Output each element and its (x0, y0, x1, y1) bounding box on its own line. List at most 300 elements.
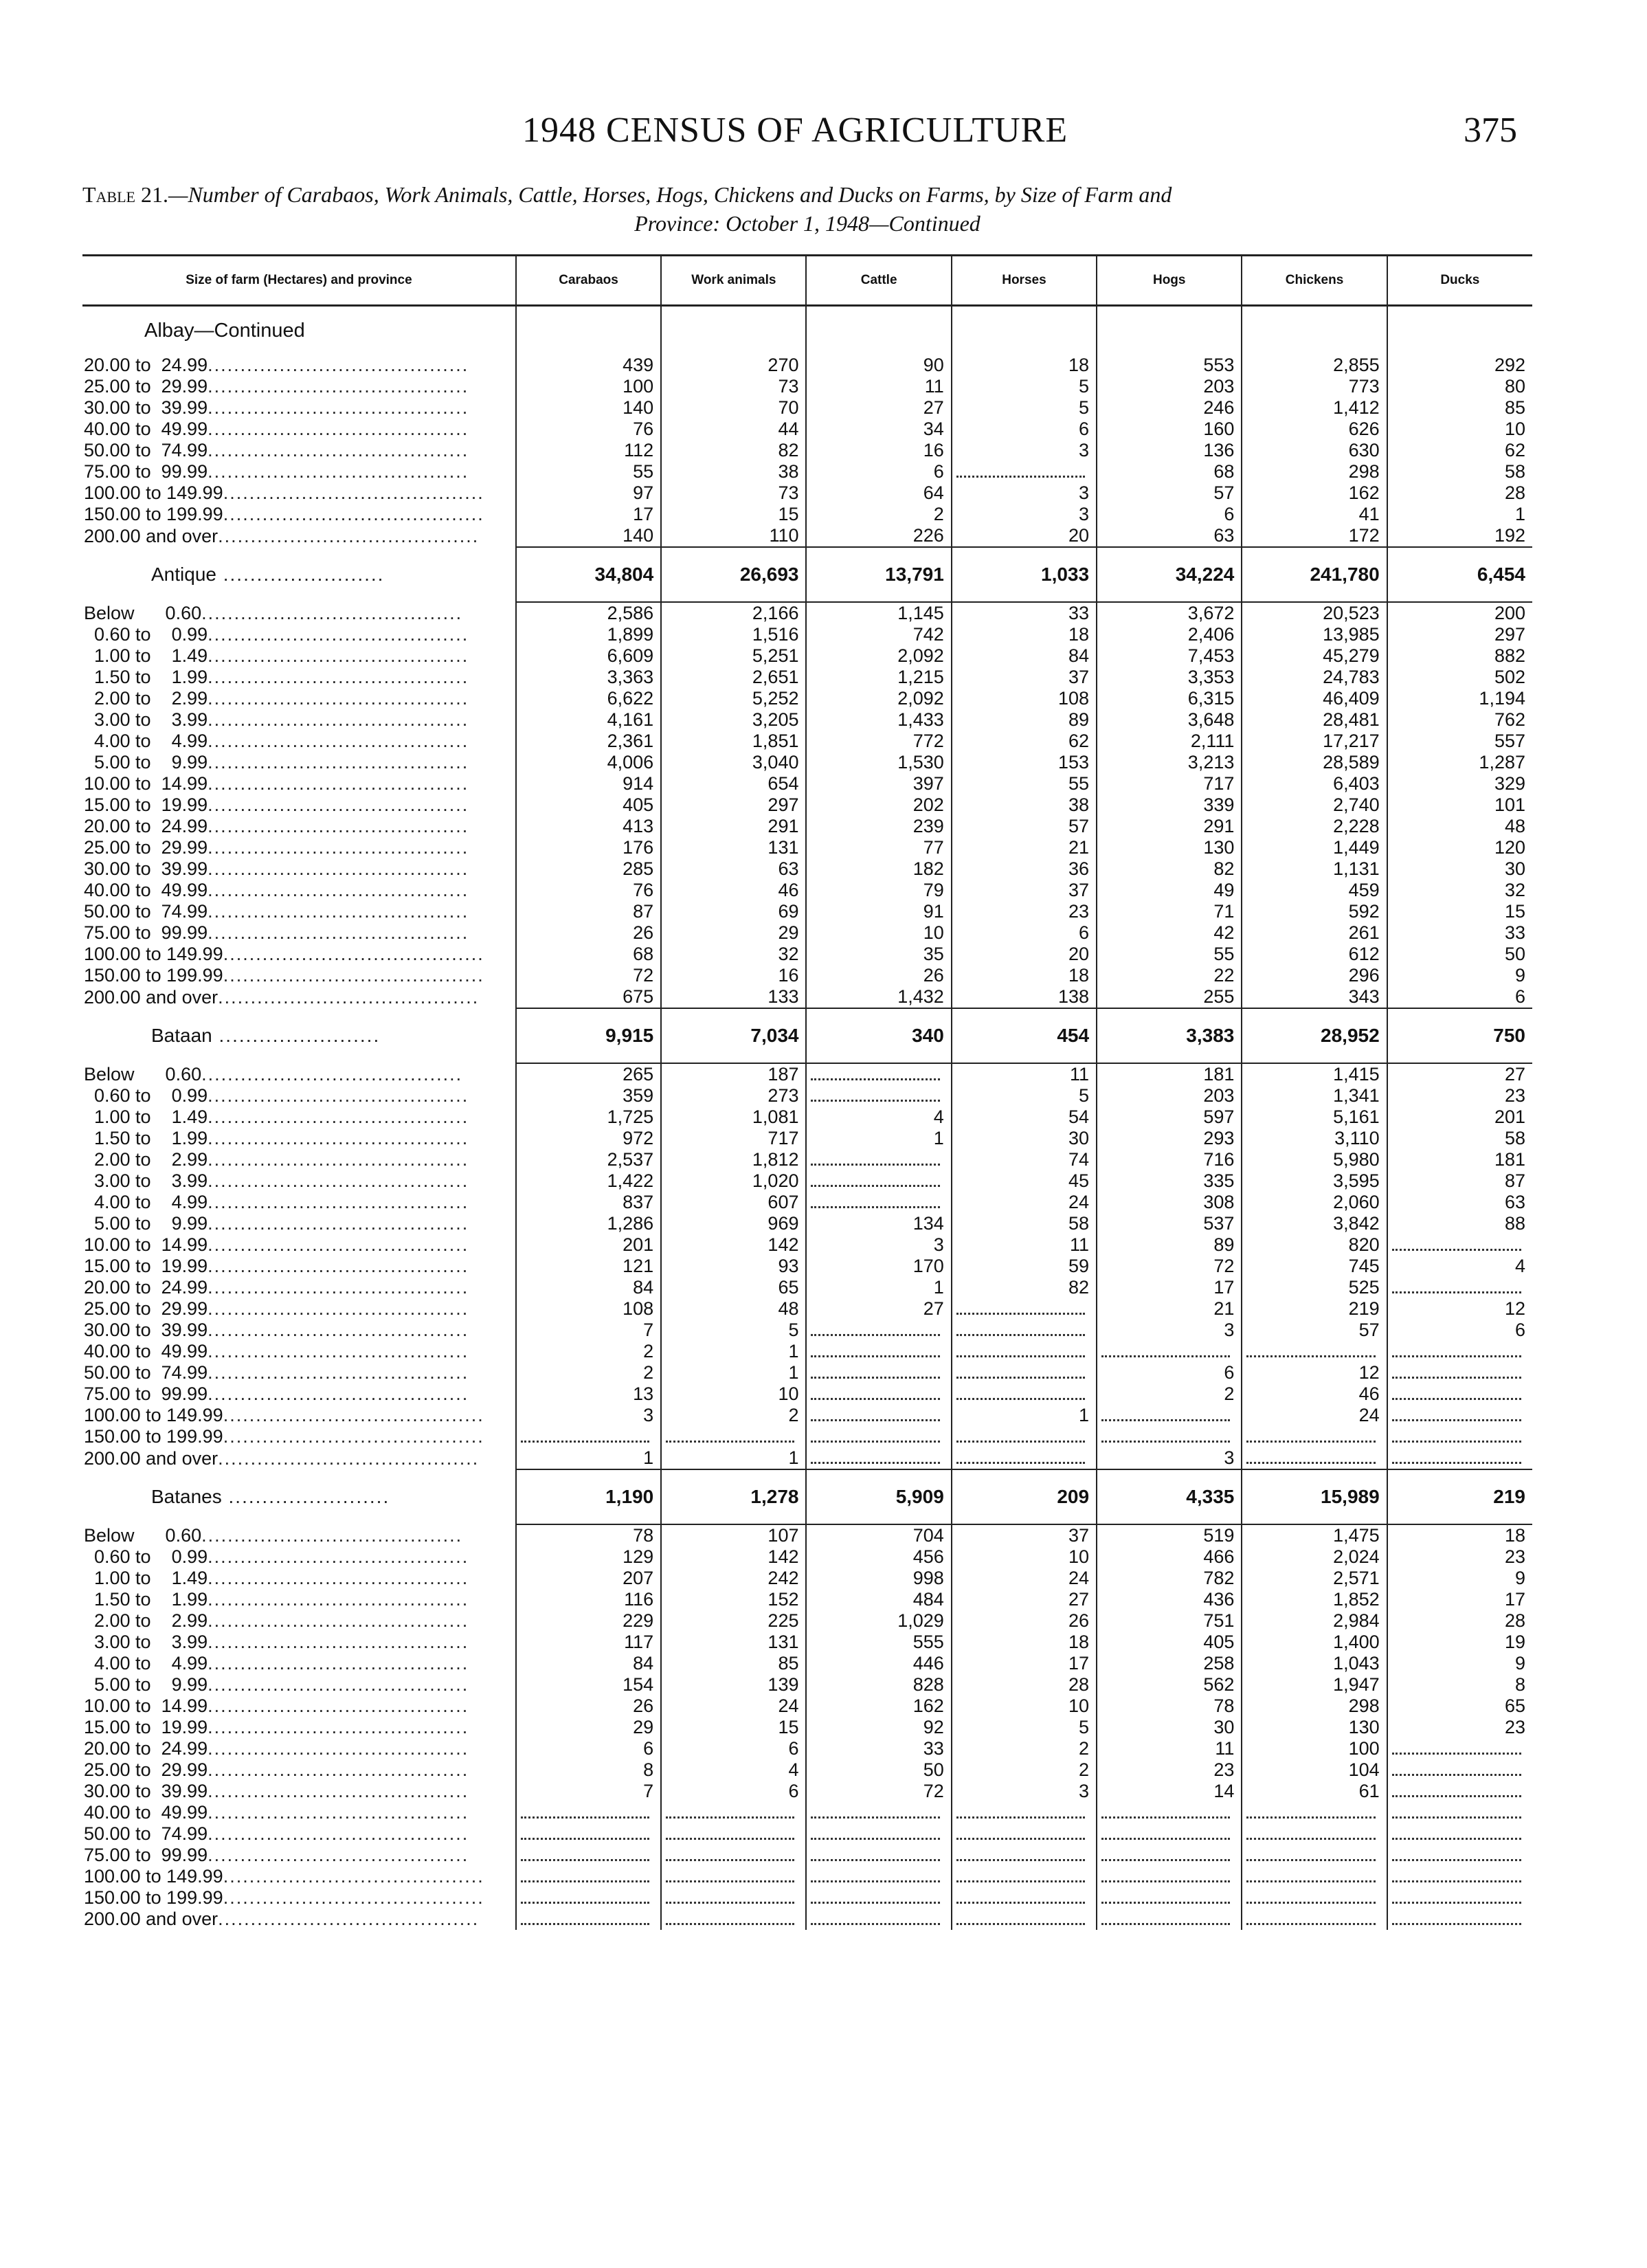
size-class-label (82, 837, 516, 858)
cell-ducks (1387, 1802, 1532, 1823)
cell-hogs (1097, 1823, 1242, 1845)
leader-dots: ........................................ (208, 1234, 469, 1255)
cell-horses: 20 (952, 944, 1097, 965)
total-chickens: 241,780 (1242, 547, 1387, 602)
table-row (82, 731, 1532, 752)
cell-cattle: 162 (806, 1696, 951, 1717)
size-class-text: 5.00 to 9.99 (84, 1674, 208, 1695)
dash-leader (1101, 1410, 1230, 1421)
cell-work-animals: 15 (661, 1717, 806, 1738)
dash-leader (1101, 1892, 1230, 1904)
table-body (82, 306, 1532, 1931)
cell-ducks: 762 (1387, 709, 1532, 731)
cell-chickens: 12 (1242, 1362, 1387, 1383)
leader-dots: ........................................ (208, 397, 469, 418)
cell-chickens: 1,475 (1242, 1524, 1387, 1546)
cell-hogs: 14 (1097, 1781, 1242, 1802)
cell-horses: 23 (952, 901, 1097, 922)
blank-cell (952, 306, 1097, 355)
cell-cattle (806, 1192, 951, 1213)
cell-horses (952, 1383, 1097, 1405)
cell-carabaos: 7 (516, 1320, 661, 1341)
cell-hogs: 160 (1097, 419, 1242, 440)
cell-horses: 11 (952, 1063, 1097, 1085)
cell-carabaos: 359 (516, 1085, 661, 1107)
table-row (82, 645, 1532, 667)
size-class-label (82, 1610, 516, 1632)
size-class-text: 3.00 to 3.99 (84, 1170, 208, 1191)
cell-cattle: 34 (806, 419, 951, 440)
cell-cattle: 998 (806, 1568, 951, 1589)
total-carabaos: 9,915 (516, 1008, 661, 1063)
cell-carabaos (516, 1845, 661, 1866)
cell-work-animals: 32 (661, 944, 806, 965)
cell-work-animals: 270 (661, 355, 806, 376)
cell-chickens: 1,947 (1242, 1674, 1387, 1696)
cell-hogs: 308 (1097, 1192, 1242, 1213)
cell-hogs: 6 (1097, 1362, 1242, 1383)
cell-cattle: 3 (806, 1234, 951, 1256)
cell-work-animals: 48 (661, 1298, 806, 1320)
cell-chickens: 5,161 (1242, 1107, 1387, 1128)
cell-horses: 82 (952, 1277, 1097, 1298)
cell-cattle: 484 (806, 1589, 951, 1610)
size-class-text: 3.00 to 3.99 (84, 709, 208, 730)
size-class-text: 75.00 to 99.99 (84, 922, 208, 943)
cell-carabaos: 87 (516, 901, 661, 922)
size-class-text: 50.00 to 74.99 (84, 901, 208, 922)
cell-horses (952, 1887, 1097, 1909)
cell-carabaos: 140 (516, 397, 661, 419)
cell-cattle (806, 1063, 951, 1085)
cell-hogs: 30 (1097, 1717, 1242, 1738)
cell-cattle: 50 (806, 1759, 951, 1781)
leader-dots: ........................................ (208, 1277, 469, 1298)
cell-chickens: 2,740 (1242, 794, 1387, 816)
dash-leader (1246, 1346, 1375, 1357)
size-class-label (82, 482, 516, 504)
cell-cattle: 170 (806, 1256, 951, 1277)
cell-horses (952, 1426, 1097, 1447)
cell-hogs: 17 (1097, 1277, 1242, 1298)
dash-leader (521, 1828, 649, 1840)
cell-work-animals: 969 (661, 1213, 806, 1234)
cell-cattle (806, 1866, 951, 1887)
total-hogs: 4,335 (1097, 1469, 1242, 1524)
cell-hogs: 203 (1097, 1085, 1242, 1107)
leader-dots: ........................................ (208, 837, 469, 858)
cell-carabaos: 140 (516, 525, 661, 547)
dash-leader (1246, 1892, 1375, 1904)
cell-horses: 54 (952, 1107, 1097, 1128)
cell-hogs: 68 (1097, 461, 1242, 482)
table-row (82, 1524, 1532, 1546)
table-row (82, 1759, 1532, 1781)
cell-chickens: 1,400 (1242, 1632, 1387, 1653)
cell-carabaos: 68 (516, 944, 661, 965)
size-class-text: 150.00 to 199.99 (84, 1426, 223, 1447)
cell-hogs: 82 (1097, 858, 1242, 880)
size-class-text: 1.00 to 1.49 (84, 645, 208, 666)
cell-ducks (1387, 1405, 1532, 1426)
cell-ducks (1387, 1426, 1532, 1447)
size-class-text: 75.00 to 99.99 (84, 1845, 208, 1865)
table-row (82, 1610, 1532, 1632)
cell-carabaos: 84 (516, 1653, 661, 1674)
table-row (82, 1107, 1532, 1128)
size-class-text: 15.00 to 19.99 (84, 1717, 208, 1737)
cell-work-animals: 110 (661, 525, 806, 547)
size-class-text: 40.00 to 49.99 (84, 419, 208, 439)
leader-dots: ........................................ (208, 901, 469, 922)
cell-horses: 59 (952, 1256, 1097, 1277)
cell-chickens: 13,985 (1242, 624, 1387, 645)
cell-hogs: 466 (1097, 1546, 1242, 1568)
cell-ducks: 50 (1387, 944, 1532, 965)
cell-work-animals: 44 (661, 419, 806, 440)
table-row (82, 355, 1532, 376)
cell-hogs: 717 (1097, 773, 1242, 794)
size-class-text: 100.00 to 149.99 (84, 944, 223, 964)
cell-hogs: 405 (1097, 1632, 1242, 1653)
cell-cattle: 1,432 (806, 986, 951, 1008)
cell-cattle: 35 (806, 944, 951, 965)
cell-ducks (1387, 1909, 1532, 1930)
table-row (82, 986, 1532, 1008)
cell-ducks: 120 (1387, 837, 1532, 858)
dash-leader (666, 1431, 794, 1443)
cell-ducks: 15 (1387, 901, 1532, 922)
table-row (82, 816, 1532, 837)
size-class-label (82, 1063, 516, 1085)
cell-carabaos (516, 1426, 661, 1447)
size-class-label (82, 1320, 516, 1341)
table-row (82, 1653, 1532, 1674)
cell-hogs: 11 (1097, 1738, 1242, 1759)
cell-hogs: 751 (1097, 1610, 1242, 1632)
leader-dots: ........................................ (208, 419, 469, 439)
cell-horses: 5 (952, 1717, 1097, 1738)
cell-carabaos: 121 (516, 1256, 661, 1277)
cell-chickens (1242, 1909, 1387, 1930)
cell-cattle: 1,215 (806, 667, 951, 688)
size-class-label (82, 752, 516, 773)
cell-chickens: 261 (1242, 922, 1387, 944)
size-class-label (82, 709, 516, 731)
dash-leader (1392, 1828, 1521, 1840)
leader-dots: ........................................ (208, 376, 469, 397)
cell-cattle: 742 (806, 624, 951, 645)
dash-leader (1392, 1764, 1521, 1776)
size-class-label (82, 525, 516, 547)
cell-carabaos: 6,622 (516, 688, 661, 709)
cell-work-animals: 16 (661, 965, 806, 986)
dash-leader (521, 1807, 649, 1819)
size-class-label (82, 1546, 516, 1568)
leader-dots: ........................................ (208, 816, 469, 836)
cell-ducks (1387, 1738, 1532, 1759)
cell-cattle: 10 (806, 922, 951, 944)
size-class-label (82, 440, 516, 461)
size-class-text: 200.00 and over (84, 986, 219, 1008)
cell-ducks (1387, 1447, 1532, 1469)
size-class-label (82, 773, 516, 794)
dash-leader (1392, 1743, 1521, 1755)
cell-carabaos: 1,725 (516, 1107, 661, 1128)
cell-hogs: 7,453 (1097, 645, 1242, 667)
cell-carabaos: 1,286 (516, 1213, 661, 1234)
size-class-label (82, 688, 516, 709)
cell-cattle: 72 (806, 1781, 951, 1802)
size-class-label (82, 1674, 516, 1696)
size-class-text: 40.00 to 49.99 (84, 880, 208, 900)
cell-ducks: 28 (1387, 1610, 1532, 1632)
cell-ducks (1387, 1845, 1532, 1866)
cell-ducks: 6 (1387, 1320, 1532, 1341)
size-class-text: 0.60 to 0.99 (84, 1085, 208, 1106)
dash-leader (1392, 1786, 1521, 1797)
header-row (82, 256, 1532, 306)
col-header-carabaos: Carabaos (516, 256, 661, 306)
cell-horses: 74 (952, 1149, 1097, 1170)
size-class-text: 50.00 to 74.99 (84, 440, 208, 460)
cell-hogs: 2 (1097, 1383, 1242, 1405)
cell-carabaos: 413 (516, 816, 661, 837)
leader-dots: ........................................ (208, 461, 469, 482)
leader-dots: ........................................ (208, 731, 469, 751)
cell-carabaos: 229 (516, 1610, 661, 1632)
cell-hogs: 255 (1097, 986, 1242, 1008)
cell-chickens: 2,228 (1242, 816, 1387, 837)
cell-chickens: 100 (1242, 1738, 1387, 1759)
cell-hogs: 6,315 (1097, 688, 1242, 709)
cell-ducks: 8 (1387, 1674, 1532, 1696)
cell-carabaos (516, 1823, 661, 1845)
table-row (82, 752, 1532, 773)
cell-carabaos: 108 (516, 1298, 661, 1320)
leader-dots: ........................................ (208, 1696, 469, 1716)
cell-hogs: 203 (1097, 376, 1242, 397)
cell-cattle: 91 (806, 901, 951, 922)
cell-horses: 108 (952, 688, 1097, 709)
cell-carabaos: 2,537 (516, 1149, 661, 1170)
leader-dots: ........................................ (208, 1192, 469, 1212)
cell-carabaos: 439 (516, 355, 661, 376)
size-class-label (82, 645, 516, 667)
cell-ducks: 63 (1387, 1192, 1532, 1213)
cell-chickens: 172 (1242, 525, 1387, 547)
cell-horses: 62 (952, 731, 1097, 752)
size-class-text: 1.50 to 1.99 (84, 1128, 208, 1148)
cell-chickens (1242, 1845, 1387, 1866)
cell-hogs: 782 (1097, 1568, 1242, 1589)
total-hogs: 3,383 (1097, 1008, 1242, 1063)
cell-chickens (1242, 1426, 1387, 1447)
cell-work-animals: 2,651 (661, 667, 806, 688)
table-row (82, 944, 1532, 965)
size-class-label (82, 1696, 516, 1717)
cell-horses: 6 (952, 419, 1097, 440)
dash-leader (1101, 1807, 1230, 1819)
cell-carabaos: 4,161 (516, 709, 661, 731)
size-class-label (82, 397, 516, 419)
dash-leader (1101, 1871, 1230, 1882)
size-class-label (82, 1866, 516, 1887)
cell-carabaos: 76 (516, 419, 661, 440)
cell-cattle (806, 1823, 951, 1845)
table-row (82, 1234, 1532, 1256)
cell-work-animals: 1 (661, 1362, 806, 1383)
cell-chickens: 745 (1242, 1256, 1387, 1277)
cell-chickens (1242, 1866, 1387, 1887)
cell-work-animals: 607 (661, 1192, 806, 1213)
size-class-label (82, 816, 516, 837)
dash-leader (811, 1388, 939, 1400)
cell-cattle: 1 (806, 1277, 951, 1298)
blank-cell (1387, 306, 1532, 355)
leader-dots: ........................................ (223, 944, 484, 964)
cell-cattle: 828 (806, 1674, 951, 1696)
dash-leader (811, 1892, 939, 1904)
size-class-text: 100.00 to 149.99 (84, 1866, 223, 1887)
size-class-text: 0.60 to 0.99 (84, 624, 208, 645)
cell-carabaos: 2 (516, 1341, 661, 1362)
table-row (82, 1845, 1532, 1866)
cell-chickens: 45,279 (1242, 645, 1387, 667)
batanes-total-row (82, 1469, 1532, 1524)
table-row (82, 1632, 1532, 1653)
size-class-text: 1.00 to 1.49 (84, 1107, 208, 1127)
total-ducks: 6,454 (1387, 547, 1532, 602)
cell-carabaos: 285 (516, 858, 661, 880)
page-title: 1948 CENSUS OF AGRICULTURE (522, 111, 1068, 150)
cell-chickens: 3,595 (1242, 1170, 1387, 1192)
cell-ducks: 10 (1387, 419, 1532, 440)
cell-ducks: 6 (1387, 986, 1532, 1008)
size-class-text: 20.00 to 24.99 (84, 816, 208, 836)
leader-dots: ........................................ (208, 624, 469, 645)
table-row (82, 1802, 1532, 1823)
census-table (82, 254, 1532, 1930)
cell-hogs: 3,672 (1097, 602, 1242, 624)
cell-ducks: 23 (1387, 1085, 1532, 1107)
cell-cattle: 134 (806, 1213, 951, 1234)
dash-leader (811, 1807, 939, 1819)
dash-leader (1392, 1388, 1521, 1400)
cell-hogs: 519 (1097, 1524, 1242, 1546)
total-cattle: 5,909 (806, 1469, 951, 1524)
size-class-label (82, 731, 516, 752)
size-class-label (82, 1887, 516, 1909)
leader-dots: ........................................ (223, 965, 484, 986)
blank-cell (516, 306, 661, 355)
leader-dots: ........................................ (208, 1362, 469, 1383)
cell-work-animals: 131 (661, 837, 806, 858)
cell-carabaos: 6 (516, 1738, 661, 1759)
cell-cattle: 2,092 (806, 645, 951, 667)
cell-horses: 17 (952, 1653, 1097, 1674)
cell-horses: 37 (952, 880, 1097, 901)
cell-hogs: 55 (1097, 944, 1242, 965)
bataan-total-row (82, 1008, 1532, 1063)
dash-leader (956, 1431, 1085, 1443)
leader-dots: ........................................ (208, 794, 469, 815)
dash-leader (1101, 1828, 1230, 1840)
caption-line-2: Province: October 1, 1948—Continued (634, 211, 981, 236)
dash-leader (956, 1849, 1085, 1861)
cell-carabaos (516, 1802, 661, 1823)
cell-hogs: 258 (1097, 1653, 1242, 1674)
cell-hogs: 22 (1097, 965, 1242, 986)
cell-chickens: 1,852 (1242, 1589, 1387, 1610)
cell-cattle: 397 (806, 773, 951, 794)
dash-leader (956, 1346, 1085, 1357)
dash-leader (1246, 1871, 1375, 1882)
cell-carabaos: 116 (516, 1589, 661, 1610)
dash-leader (956, 1807, 1085, 1819)
cell-work-animals: 6 (661, 1738, 806, 1759)
size-class-label (82, 880, 516, 901)
leader-dots: ........................................ (208, 355, 469, 375)
cell-hogs: 553 (1097, 355, 1242, 376)
cell-hogs: 71 (1097, 901, 1242, 922)
size-class-label (82, 1277, 516, 1298)
cell-horses (952, 1362, 1097, 1383)
cell-work-animals: 187 (661, 1063, 806, 1085)
total-cattle: 340 (806, 1008, 951, 1063)
leader-dots: ........................................ (208, 1674, 469, 1695)
cell-ducks: 33 (1387, 922, 1532, 944)
cell-carabaos: 2 (516, 1362, 661, 1383)
table-row (82, 1568, 1532, 1589)
cell-chickens: 820 (1242, 1234, 1387, 1256)
cell-work-animals: 1,851 (661, 731, 806, 752)
size-class-label (82, 1447, 516, 1469)
caption-lead: Table 21. (82, 182, 168, 207)
size-class-text: 25.00 to 29.99 (84, 837, 208, 858)
cell-chickens: 1,131 (1242, 858, 1387, 880)
dash-leader (666, 1807, 794, 1819)
cell-chickens: 2,024 (1242, 1546, 1387, 1568)
cell-ducks (1387, 1781, 1532, 1802)
cell-work-animals (661, 1802, 806, 1823)
cell-carabaos (516, 1909, 661, 1930)
cell-work-animals: 152 (661, 1589, 806, 1610)
cell-work-animals (661, 1887, 806, 1909)
cell-ducks (1387, 1234, 1532, 1256)
leader-dots: ........................................ (201, 1524, 463, 1546)
province-name: Antique ........................ (151, 564, 385, 585)
cell-carabaos: 3 (516, 1405, 661, 1426)
cell-carabaos: 201 (516, 1234, 661, 1256)
cell-horses: 10 (952, 1696, 1097, 1717)
cell-cattle: 446 (806, 1653, 951, 1674)
dash-leader (521, 1871, 649, 1882)
cell-chickens: 20,523 (1242, 602, 1387, 624)
cell-cattle (806, 1362, 951, 1383)
dash-leader (521, 1913, 649, 1925)
albay-heading-row (82, 306, 1532, 355)
cell-work-animals: 1,812 (661, 1149, 806, 1170)
cell-carabaos: 207 (516, 1568, 661, 1589)
cell-hogs (1097, 1405, 1242, 1426)
cell-carabaos: 13 (516, 1383, 661, 1405)
leader-dots: ........................ (212, 1025, 381, 1046)
cell-ducks: 12 (1387, 1298, 1532, 1320)
cell-chickens: 3,110 (1242, 1128, 1387, 1149)
table-row (82, 525, 1532, 547)
cell-cattle (806, 1170, 951, 1192)
